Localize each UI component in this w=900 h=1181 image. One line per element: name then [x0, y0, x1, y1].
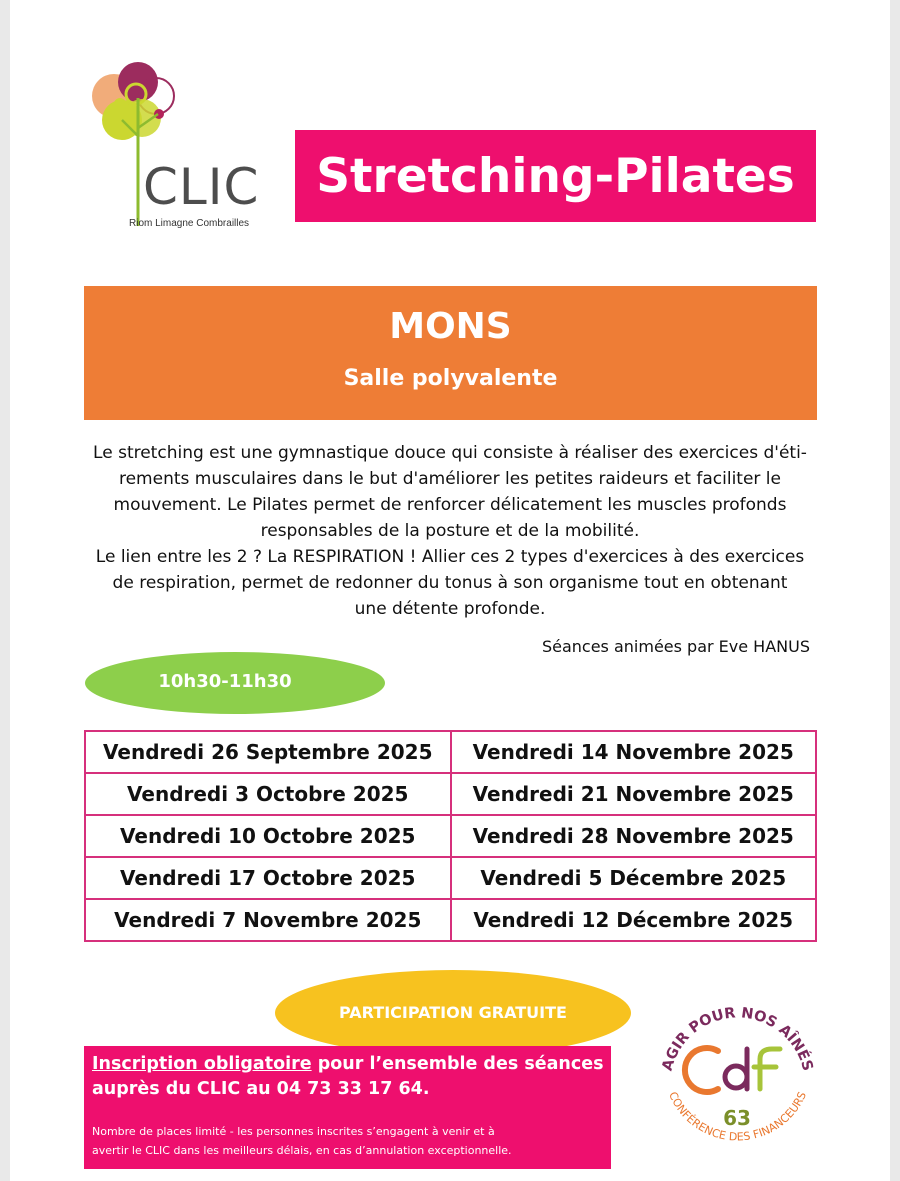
description-line: une détente profonde.	[354, 599, 546, 619]
clic-logo-text: CLIC	[143, 158, 260, 216]
cdf-number: 63	[723, 1106, 751, 1130]
inscription-note	[92, 1122, 512, 1160]
description-line: de respiration, permet de redonner du tonus à son organisme tout en obtenant	[112, 573, 788, 593]
description-line: Le stretching est une gymnastique douce qui consiste à réaliser des exercices d'éti-	[93, 443, 807, 463]
svg-text:AGIR POUR NOS AÎNÉS	[660, 1005, 816, 1072]
date-cell: Vendredi 7 Novembre 2025	[85, 899, 451, 941]
location-city: MONS	[389, 306, 512, 347]
table-row	[85, 857, 816, 899]
date-cell: Vendredi 14 Novembre 2025	[451, 731, 817, 773]
dates-table	[84, 730, 817, 942]
date-cell: Vendredi 10 Octobre 2025	[85, 815, 451, 857]
date-cell: Vendredi 12 Décembre 2025	[451, 899, 817, 941]
date-cell: Vendredi 28 Novembre 2025	[451, 815, 817, 857]
animator-credit: Séances animées par Eve HANUS	[541, 637, 810, 656]
table-row	[85, 899, 816, 941]
inscription-note-line: Nombre de places limité - les personnes inscrites s’engagent à venir et à	[92, 1125, 495, 1138]
cdf-top-text: AGIR POUR NOS AÎNÉS	[659, 1005, 816, 1073]
inscription-main	[92, 1052, 604, 1102]
table-row	[85, 773, 816, 815]
location-place: Salle polyvalente	[343, 366, 558, 391]
flyer-page	[10, 0, 890, 1181]
table-row	[85, 731, 816, 773]
page-title: Stretching-Pilates	[316, 148, 795, 204]
description-line: responsables de la posture et de la mobilité.	[260, 521, 640, 541]
participation-badge	[275, 970, 631, 1056]
description-line: Le lien entre les 2 ? La RESPIRATION ! Allier ces 2 types d'exercices à des exercices	[95, 547, 805, 567]
description	[90, 440, 810, 622]
inscription-line1: pour l’ensemble des séances	[311, 1054, 604, 1074]
inscription-phone-line: auprès du CLIC au 04 73 33 17 64.	[92, 1079, 430, 1099]
date-cell: Vendredi 21 Novembre 2025	[451, 773, 817, 815]
inscription-note-line: avertir le CLIC dans les meilleurs délais, en cas d’annulation exceptionnelle.	[92, 1144, 512, 1157]
description-line: rements musculaires dans le but d'améliorer les petites raideurs et faciliter le	[118, 469, 781, 489]
inscription-box	[84, 1046, 611, 1169]
location-banner	[84, 286, 817, 420]
title-banner	[295, 130, 816, 222]
time-text: 10h30-11h30	[158, 671, 292, 692]
clic-logo-subtitle: Riom Limagne Combrailles	[129, 218, 250, 229]
time-badge	[85, 652, 385, 714]
date-cell: Vendredi 5 Décembre 2025	[451, 857, 817, 899]
date-cell: Vendredi 17 Octobre 2025	[85, 857, 451, 899]
description-line: mouvement. Le Pilates permet de renforcer délicatement les muscles profonds	[113, 495, 787, 515]
table-row	[85, 815, 816, 857]
participation-text: PARTICIPATION GRATUITE	[339, 1003, 567, 1022]
cdf-bottom-text: CONFÉRENCE DES FINANCEURS	[666, 1089, 809, 1144]
inscription-required: Inscription obligatoire	[92, 1054, 312, 1074]
cdf-logo	[650, 993, 825, 1168]
date-cell: Vendredi 3 Octobre 2025	[85, 773, 451, 815]
date-cell: Vendredi 26 Septembre 2025	[85, 731, 451, 773]
